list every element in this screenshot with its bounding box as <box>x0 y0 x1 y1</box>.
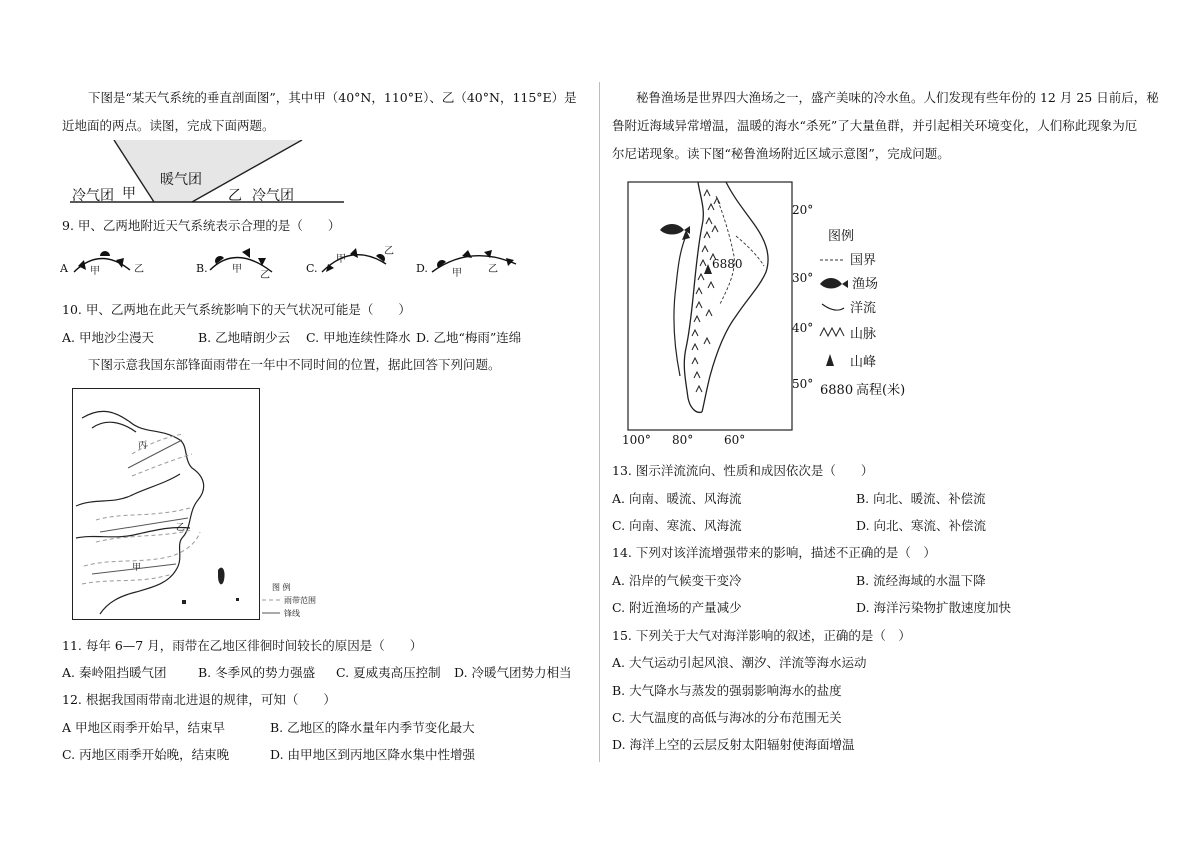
legend-elevation-label: 高程(米) <box>856 383 906 398</box>
q12-option-b[interactable]: B. 乙地区的降水量年内季节变化最大 <box>270 720 475 735</box>
legend-title: 图 例 <box>272 583 291 592</box>
lon-label-60: 60° <box>724 433 746 447</box>
legend-rain-label: 雨带范围 <box>284 596 316 605</box>
lat-label-30: 30° <box>792 271 814 285</box>
legend-fishery-icon <box>820 278 848 289</box>
q9-b-jia: 甲 <box>232 264 242 275</box>
legend-elevation-number: 6880 <box>820 383 854 398</box>
south-sea-island-mark <box>182 600 186 604</box>
q9-d-yi: 乙 <box>488 264 498 275</box>
legend-peak-label: 山峰 <box>850 355 877 370</box>
q9-c-yi: 乙 <box>384 246 394 257</box>
q15-option-c[interactable]: C. 大气温度的高低与海冰的分布范围无关 <box>612 710 842 725</box>
q9-a-jia: 甲 <box>90 266 100 277</box>
intro-2: 下图示意我国东部锋面雨带在一年中不同时间的位置，据此回答下列问题。 <box>88 357 501 372</box>
q9-c-jia: 甲 <box>336 254 346 265</box>
q9-d-jia: 甲 <box>452 268 462 279</box>
south-sea-island-mark <box>236 598 239 601</box>
q14-option-b[interactable]: B. 流经海域的水温下降 <box>856 573 986 588</box>
q10-option-a[interactable]: A. 甲地沙尘漫天 <box>62 330 154 345</box>
front-cross-section-figure <box>62 140 352 206</box>
q13-option-c[interactable]: C. 向南、寒流、风海流 <box>612 518 742 533</box>
legend-mountain-label: 山脉 <box>850 327 877 342</box>
q9-a-triangle <box>78 260 86 270</box>
q11-stem: 11. 每年 6—7 月，雨带在乙地区徘徊时间较长的原因是（ ） <box>62 638 423 653</box>
q9-option-a-label: A <box>60 262 68 275</box>
q13-option-a[interactable]: A. 向南、暖流、风海流 <box>612 491 742 506</box>
q11-option-c[interactable]: C. 夏威夷高压控制 <box>336 665 441 680</box>
column-divider <box>599 82 600 762</box>
legend-current-icon <box>822 304 844 310</box>
q15-option-d[interactable]: D. 海洋上空的云层反射太阳辐射使海面增温 <box>612 737 855 752</box>
q9-a-semicircle <box>100 251 110 256</box>
q12-option-c[interactable]: C. 丙地区雨季开始晚，结束晚 <box>62 747 230 762</box>
q9-d-front-curve <box>432 256 516 272</box>
legend-border-label: 国界 <box>850 253 877 268</box>
q14-option-d[interactable]: D. 海洋污染物扩散速度加快 <box>856 600 1012 615</box>
legend-fishery-label: 渔场 <box>852 277 879 292</box>
q9-option-a[interactable] <box>60 251 144 277</box>
q9-a-yi: 乙 <box>134 264 144 275</box>
q10-option-c[interactable]: C. 甲地连续性降水 <box>306 330 411 345</box>
q9-option-c-label: C. <box>306 262 318 275</box>
warm-air-label: 暖气团 <box>160 172 202 188</box>
q9-a-triangle <box>116 258 124 268</box>
q12-option-a[interactable]: A 甲地区雨季开始早，结束早 <box>62 720 226 735</box>
q9-options-figure <box>60 244 530 280</box>
q9-b-triangle <box>242 248 250 258</box>
q13-option-d[interactable]: D. 向北、寒流、补偿流 <box>856 518 987 533</box>
lat-label-50: 50° <box>792 377 814 391</box>
cold-air-right-label: 冷气团 <box>252 188 294 204</box>
legend-current-label: 洋流 <box>850 301 877 316</box>
right-intro-line-1: 秘鲁渔场是世界四大渔场之一，盛产美味的冷水鱼。人们发现有些年份的 12 月 25 日前后，秘 <box>636 90 1159 105</box>
rain-belt-map-legend <box>262 580 342 620</box>
rain-belt-map-figure <box>72 388 260 620</box>
region-bing-label: 丙 <box>138 441 148 451</box>
q12-option-d[interactable]: D. 由甲地区到丙地区降水集中性增强 <box>270 747 476 762</box>
right-intro-line-3: 尔尼诺现象。读下图“秘鲁渔场附近区域示意图”，完成问题。 <box>612 146 950 161</box>
q13-option-b[interactable]: B. 向北、暖流、补偿流 <box>856 491 986 506</box>
q9-option-b[interactable] <box>196 248 272 280</box>
intro-1-line-1: 下图是“某天气系统的垂直剖面图”，其中甲（40°N，110°E）、乙（40°N，115°E）是 <box>88 90 577 105</box>
q9-stem: 9. 甲、乙两地附近天气系统表示合理的是（ ） <box>62 218 341 233</box>
q13-stem: 13. 图示洋流流向、性质和成因依次是（ ） <box>612 463 874 478</box>
q14-option-c[interactable]: C. 附近渔场的产量减少 <box>612 600 742 615</box>
q10-option-d[interactable]: D. 乙地“梅雨”连绵 <box>416 330 522 345</box>
q11-option-d[interactable]: D. 冷暖气团势力相当 <box>454 665 572 680</box>
point-yi-label: 乙 <box>228 188 242 204</box>
q10-stem: 10. 甲、乙两地在此天气系统影响下的天气状况可能是（ ） <box>62 302 411 317</box>
region-jia-label: 甲 <box>132 563 142 573</box>
q9-b-yi: 乙 <box>260 270 270 280</box>
q15-option-b[interactable]: B. 大气降水与蒸发的强弱影响海水的盐度 <box>612 683 842 698</box>
legend-mountain-icon <box>820 328 844 336</box>
q9-option-c[interactable] <box>306 245 394 275</box>
legend-title: 图例 <box>828 229 855 244</box>
q9-c-triangle <box>350 248 358 258</box>
lat-label-40: 40° <box>792 321 814 335</box>
peak-elevation-label: 6880 <box>712 257 743 271</box>
region-yi-label: 乙 <box>176 523 186 533</box>
lon-label-100: 100° <box>622 433 651 447</box>
cold-air-left-label: 冷气团 <box>72 188 114 204</box>
legend-peak-icon <box>826 354 834 366</box>
intro-1-line-2: 近地面的两点。读图，完成下面两题。 <box>62 118 275 133</box>
legend-front-label: 锋线 <box>284 609 300 618</box>
right-intro-line-2: 鲁附近海域异常增温，温暖的海水“杀死”了大量鱼群，并引起相关环境变化，人们称此现象为厄 <box>612 118 1138 133</box>
q15-option-a[interactable]: A. 大气运动引起风浪、潮汐、洋流等海水运动 <box>612 655 867 670</box>
point-jia-label: 甲 <box>122 186 136 202</box>
q14-option-a[interactable]: A. 沿岸的气候变干变冷 <box>612 573 742 588</box>
peru-fishery-map <box>616 176 914 450</box>
lat-label-20: 20° <box>792 203 814 217</box>
q9-option-b-label: B. <box>196 262 208 275</box>
q14-stem: 14. 下列对该洋流增强带来的影响，描述不正确的是（ ） <box>612 545 936 560</box>
q11-option-a[interactable]: A. 秦岭阻挡暖气团 <box>62 665 167 680</box>
q11-option-b[interactable]: B. 冬季风的势力强盛 <box>198 665 316 680</box>
map-legend <box>820 229 905 398</box>
q9-option-d[interactable] <box>416 250 516 279</box>
lon-label-80: 80° <box>672 433 694 447</box>
q9-option-d-label: D. <box>416 262 428 275</box>
q9-b-triangle <box>258 258 266 266</box>
q15-stem: 15. 下列关于大气对海洋影响的叙述，正确的是（ ） <box>612 628 911 643</box>
q12-stem: 12. 根据我国雨带南北进退的规律，可知（ ） <box>62 692 336 707</box>
q10-option-b[interactable]: B. 乙地晴朗少云 <box>198 330 291 345</box>
q9-c-front-curve <box>322 255 386 272</box>
